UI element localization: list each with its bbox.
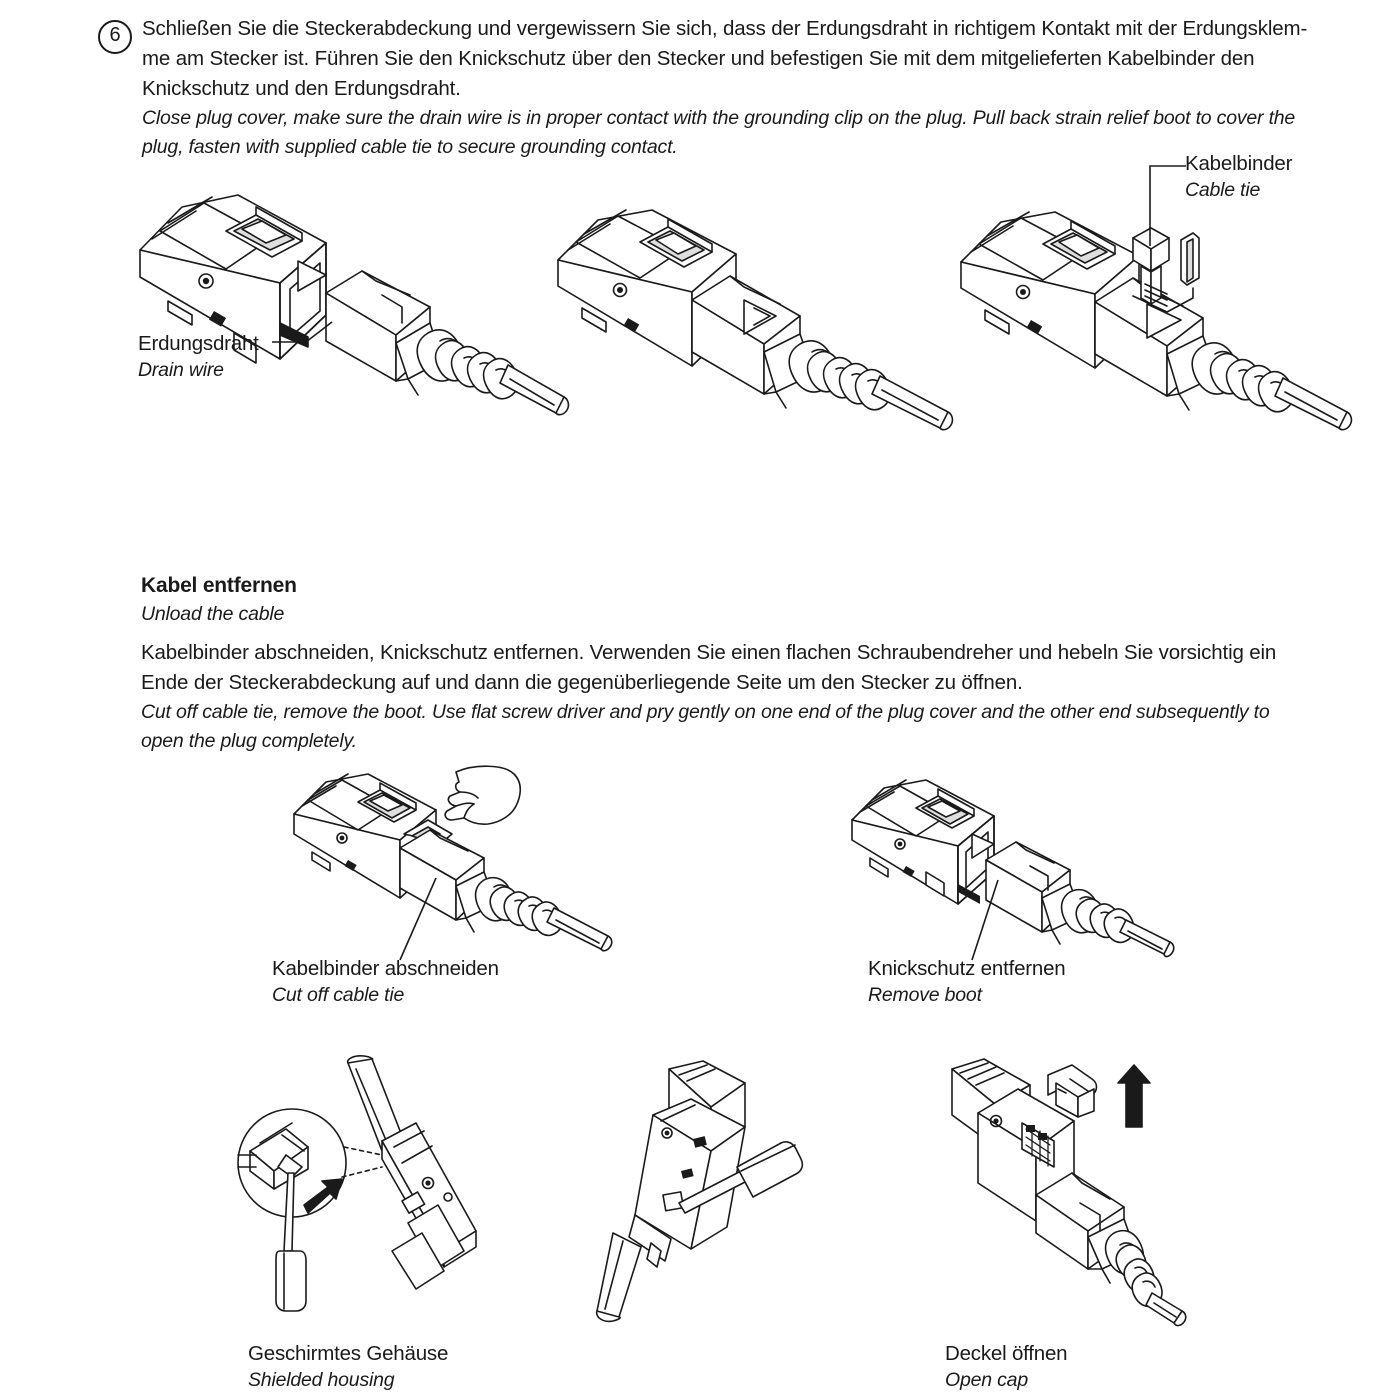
figure-shielded-housing-pry [232,1055,522,1320]
callout-shielded-housing-english: Shielded housing [248,1369,395,1391]
step-6-german-line-2: me am Stecker ist. Führen Sie den Knickschutz über den Stecker und befestigen Sie mit dem mitgelieferten Kabelbinder den [142,47,1255,70]
leader-line-remove-boot [968,878,1008,964]
figure-plug-boot-seated [548,188,968,438]
callout-drain-wire [138,330,259,384]
callout-cable-tie-english: Cable tie [1185,179,1261,201]
callout-open-cap-english: Open cap [945,1369,1028,1391]
figure-plug-boot-retracted [130,165,570,435]
callout-cut-cable-tie [272,955,499,1009]
callout-cable-tie [1185,150,1292,204]
step-6-german-line-3: Knickschutz und den Erdungsdraht. [142,77,461,100]
step-6-english-line-1: Close plug cover, make sure the drain wire is in proper contact with the grounding clip on the plug. Pull back strain relief boot to cover the [142,107,1296,129]
callout-cut-cable-tie-english: Cut off cable tie [272,984,405,1006]
section-body-german-line-2: Ende der Steckerabdeckung auf und dann die gegenüberliegende Seite um den Stecker zu öffnen. [141,671,1023,694]
section-body-unload-cable [141,638,1356,756]
callout-cut-cable-tie-german: Kabelbinder abschneiden [272,957,499,980]
figure-shielded-housing-other-end [595,1055,850,1325]
section-heading-unload-cable [141,572,297,628]
figure-cap-opened [938,1055,1188,1330]
callout-remove-boot-english: Remove boot [868,984,982,1006]
step-number-badge: 6 [98,20,132,54]
section-heading-german: Kabel entfernen [141,574,297,597]
step-6-block [98,14,1353,162]
callout-shielded-housing [248,1340,448,1394]
callout-open-cap [945,1340,1067,1394]
figure-plug-boot-removed [848,768,1178,963]
leader-line-cable-tie [1128,160,1198,255]
callout-cable-tie-german: Kabelbinder [1185,152,1293,175]
callout-drain-wire-german: Erdungsdraht [138,332,259,355]
step-6-english-line-2: plug, fasten with supplied cable tie to secure grounding contact. [142,136,678,158]
callout-remove-boot [868,955,1066,1009]
section-body-english-line-1: Cut off cable tie, remove the boot. Use flat screw driver and pry gently on one end of the plug cover and the other end subsequently to [141,701,1270,723]
section-body-german-line-1: Kabelbinder abschneiden, Knickschutz entfernen. Verwenden Sie einen flachen Schraubendreher und hebeln Sie vorsichtig ein [141,641,1277,664]
callout-open-cap-german: Deckel öffnen [945,1342,1068,1365]
section-heading-english: Unload the cable [141,603,285,625]
callout-drain-wire-english: Drain wire [138,359,224,381]
step-6-text [142,14,1353,162]
step-6-german-line-1: Schließen Sie die Steckerabdeckung und vergewissern Sie sich, dass der Erdungsdraht in richtigem Kontakt mit der Erdungsklem- [142,17,1308,40]
section-body-english-line-2: open the plug completely. [141,730,357,752]
leader-line-cut-cable-tie [388,876,468,966]
callout-remove-boot-german: Knickschutz entfernen [868,957,1066,980]
callout-shielded-housing-german: Geschirmtes Gehäuse [248,1342,449,1365]
leader-line-drain-wire [270,310,350,350]
